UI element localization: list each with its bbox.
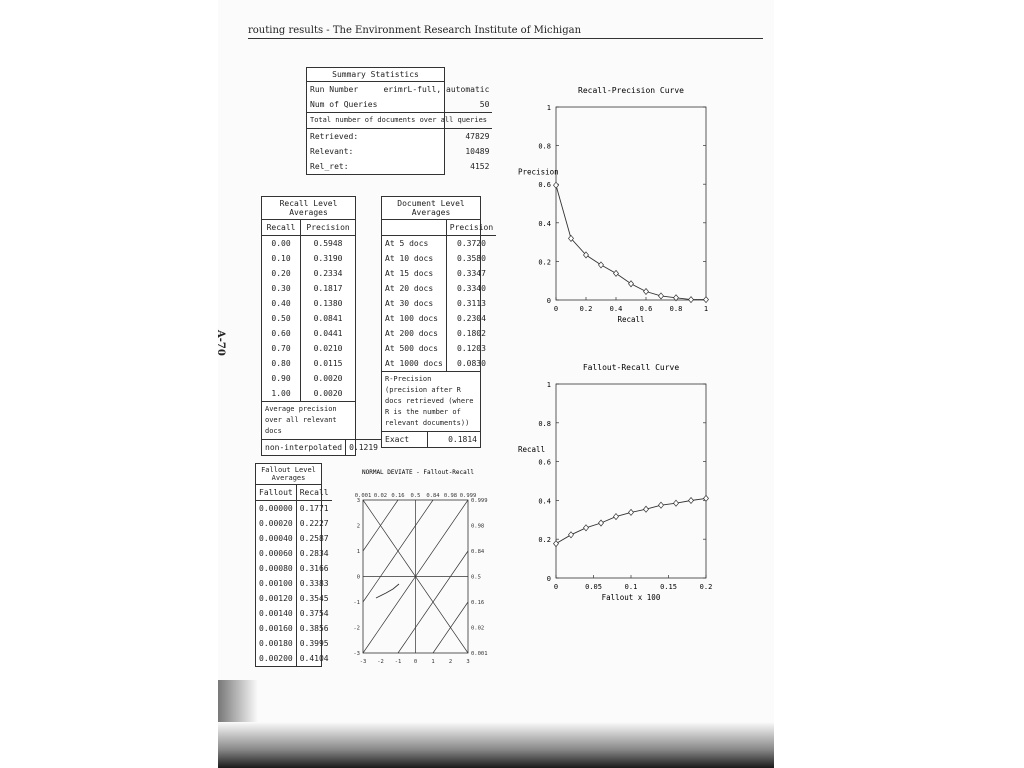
fallout-recall-cell: 0.3856 bbox=[296, 621, 331, 636]
nd-top-tick: 0.16 bbox=[391, 493, 405, 499]
table-row bbox=[262, 371, 355, 386]
fallout-cell: 0.00120 bbox=[259, 594, 293, 603]
nd-left-tick: 0 bbox=[356, 574, 360, 581]
y-tick-label: 0.6 bbox=[538, 181, 551, 190]
table-row bbox=[262, 281, 355, 296]
document-level-averages-box bbox=[381, 196, 494, 448]
doc-precision-cell: 0.1802 bbox=[446, 326, 496, 341]
y-tick-label: 0.4 bbox=[538, 219, 551, 228]
x-tick-label: 0.8 bbox=[669, 305, 683, 313]
fallout-levels-caption: Fallout Level Averages bbox=[256, 464, 321, 485]
table-row bbox=[256, 591, 332, 606]
nd-top-tick: 0.84 bbox=[426, 493, 440, 499]
retrieved-value: 47829 bbox=[465, 132, 490, 141]
series-line bbox=[556, 498, 706, 543]
data-point bbox=[689, 297, 694, 303]
recall-cell: 0.40 bbox=[271, 299, 291, 308]
fallout-cell: 0.00080 bbox=[259, 564, 293, 573]
doc-precision-header: Precision bbox=[446, 220, 496, 236]
table-row bbox=[262, 296, 355, 311]
nd-bottom-tick: 1 bbox=[431, 659, 435, 665]
doc-level-label: At 30 docs bbox=[385, 299, 434, 308]
x-tick-label: 0.6 bbox=[639, 305, 653, 313]
table-row bbox=[256, 531, 332, 546]
fallout-recall-cell: 0.2834 bbox=[296, 546, 331, 561]
data-point bbox=[569, 532, 574, 538]
y-tick-label: 0.8 bbox=[538, 419, 551, 428]
data-point bbox=[599, 262, 604, 268]
fallout-recall-cell: 0.4104 bbox=[296, 651, 331, 666]
doc-level-label: At 100 docs bbox=[385, 314, 438, 323]
nd-top-tick: 0.5 bbox=[410, 493, 421, 499]
precision-cell: 0.0020 bbox=[301, 386, 355, 401]
precision-col-header: Precision bbox=[301, 220, 355, 236]
nd-top-tick: 0.02 bbox=[373, 493, 388, 499]
recall-level-averages-box bbox=[261, 196, 378, 456]
fallout-cell: 0.00000 bbox=[259, 504, 293, 513]
y-tick-label: 0 bbox=[546, 575, 551, 583]
y-axis-label: Precision bbox=[518, 167, 559, 177]
y-axis-label: Recall bbox=[518, 444, 546, 454]
data-point bbox=[689, 497, 694, 503]
table-row bbox=[256, 621, 332, 636]
nd-left-tick: -2 bbox=[353, 625, 360, 632]
doc-precision-cell: 0.3720 bbox=[446, 236, 496, 252]
run-number-label: Run Number bbox=[310, 85, 359, 94]
fallout-cell: 0.00020 bbox=[259, 519, 293, 528]
recall-col-header: Recall bbox=[266, 223, 296, 232]
page-header: routing results - The Environment Research Institute of Michigan bbox=[248, 25, 763, 39]
nd-right-tick: 0.02 bbox=[471, 625, 485, 632]
recall-cell: 0.50 bbox=[271, 314, 291, 323]
x-axis-label: Recall bbox=[617, 315, 645, 324]
fallout-level-averages-box bbox=[255, 463, 329, 667]
fallout-recall-cell: 0.2227 bbox=[296, 516, 331, 531]
data-point bbox=[644, 288, 649, 294]
num-queries-label: Num of Queries bbox=[310, 100, 378, 109]
nd-bottom-tick: -1 bbox=[394, 659, 402, 665]
nd-bottom-tick: -3 bbox=[359, 659, 367, 665]
fallout-cell: 0.00100 bbox=[259, 579, 293, 588]
doc-level-label: At 1000 docs bbox=[385, 359, 443, 368]
doc-level-label: At 500 docs bbox=[385, 344, 438, 353]
doc-level-label: At 5 docs bbox=[385, 239, 429, 248]
table-row bbox=[262, 341, 355, 356]
precision-cell: 0.0210 bbox=[301, 341, 355, 356]
precision-cell: 0.0441 bbox=[301, 326, 355, 341]
recall-cell: 0.80 bbox=[271, 359, 291, 368]
exact-label: Exact bbox=[385, 435, 410, 444]
data-point bbox=[629, 281, 634, 287]
y-tick-label: 1 bbox=[546, 381, 551, 389]
table-row bbox=[256, 501, 332, 517]
nd-left-tick: 2 bbox=[356, 523, 360, 530]
precision-cell: 0.5948 bbox=[301, 236, 355, 252]
recall-precision-chart bbox=[508, 80, 718, 350]
nd-right-tick: 0.001 bbox=[471, 651, 488, 657]
fallout-recall-col-header: Recall bbox=[296, 485, 331, 501]
nd-left-tick: -3 bbox=[353, 651, 360, 657]
x-tick-label: 1 bbox=[703, 305, 709, 313]
relevant-value: 10489 bbox=[465, 147, 490, 156]
fallout-cell: 0.00060 bbox=[259, 549, 293, 558]
recall-cell: 1.00 bbox=[271, 389, 291, 398]
recall-cell: 0.90 bbox=[271, 374, 291, 383]
doc-precision-cell: 0.2304 bbox=[446, 311, 496, 326]
table-row bbox=[382, 296, 496, 311]
table-row bbox=[256, 546, 332, 561]
y-tick-label: 1 bbox=[546, 104, 551, 112]
table-row bbox=[262, 251, 355, 266]
data-point bbox=[704, 297, 709, 303]
fallout-recall-cell: 0.2587 bbox=[296, 531, 331, 546]
doc-precision-cell: 0.3580 bbox=[446, 251, 496, 266]
table-row bbox=[382, 341, 496, 356]
nd-top-tick: 0.98 bbox=[443, 493, 458, 499]
nd-top-tick: 0.999 bbox=[459, 493, 477, 499]
table-row bbox=[256, 561, 332, 576]
data-point bbox=[614, 270, 619, 276]
data-point bbox=[659, 293, 664, 299]
data-point bbox=[644, 506, 649, 512]
data-point bbox=[554, 541, 559, 547]
data-point bbox=[584, 525, 589, 531]
x-tick-label: 0.2 bbox=[699, 583, 713, 591]
table-row bbox=[256, 606, 332, 621]
nd-bottom-tick: 3 bbox=[466, 659, 470, 665]
plot-frame bbox=[556, 107, 706, 300]
scanned-page bbox=[215, 0, 774, 768]
run-number-value: erimrL-full, automatic bbox=[383, 85, 490, 94]
fallout-col-header: Fallout bbox=[259, 488, 293, 497]
retrieved-label: Retrieved: bbox=[310, 132, 359, 141]
precision-cell: 0.1380 bbox=[301, 296, 355, 311]
y-tick-label: 0 bbox=[546, 297, 551, 305]
num-queries-value: 50 bbox=[479, 100, 490, 109]
table-row bbox=[382, 311, 496, 326]
y-tick-label: 0.2 bbox=[538, 258, 551, 267]
table-row bbox=[262, 236, 355, 252]
data-point bbox=[599, 520, 604, 526]
nd-right-tick: 0.5 bbox=[471, 574, 481, 581]
data-point bbox=[674, 500, 679, 506]
table-row bbox=[262, 386, 355, 401]
summary-caption: Summary Statistics bbox=[307, 68, 444, 82]
nd-left-tick: 3 bbox=[356, 498, 360, 504]
relevant-label: Relevant: bbox=[310, 147, 354, 156]
precision-cell: 0.1817 bbox=[301, 281, 355, 296]
fallout-recall-cell: 0.3383 bbox=[296, 576, 331, 591]
table-row bbox=[382, 251, 496, 266]
relret-value: 4152 bbox=[470, 162, 490, 171]
x-tick-label: 0.15 bbox=[660, 583, 677, 591]
doc-precision-cell: 0.3113 bbox=[446, 296, 496, 311]
fallout-recall-cell: 0.3995 bbox=[296, 636, 331, 651]
scan-shadow-bottom bbox=[218, 722, 774, 768]
doc-level-label: At 20 docs bbox=[385, 284, 434, 293]
fallout-cell: 0.00200 bbox=[259, 654, 293, 663]
nd-top-tick: 0.001 bbox=[354, 493, 372, 499]
nd-right-tick: 0.98 bbox=[471, 523, 485, 530]
y-tick-label: 0.8 bbox=[538, 142, 551, 151]
nd-left-tick: -1 bbox=[353, 600, 360, 606]
recall-cell: 0.30 bbox=[271, 284, 291, 293]
doc-precision-cell: 0.1203 bbox=[446, 341, 496, 356]
doc-level-label: At 200 docs bbox=[385, 329, 438, 338]
table-row bbox=[256, 636, 332, 651]
doc-level-label: At 10 docs bbox=[385, 254, 434, 263]
data-point bbox=[614, 514, 619, 520]
table-row bbox=[382, 326, 496, 341]
y-tick-label: 0.6 bbox=[538, 458, 551, 467]
nd-bottom-tick: -2 bbox=[377, 659, 384, 665]
fallout-recall-cell: 0.1771 bbox=[296, 501, 331, 517]
x-tick-label: 0.05 bbox=[585, 583, 602, 591]
x-tick-label: 0.4 bbox=[609, 305, 623, 313]
nd-right-tick: 0.84 bbox=[471, 549, 485, 555]
precision-cell: 0.3190 bbox=[301, 251, 355, 266]
fallout-recall-chart bbox=[508, 362, 718, 622]
x-tick-label: 0 bbox=[553, 305, 559, 313]
relret-label: Rel_ret: bbox=[310, 162, 349, 171]
normal-deviate-plot bbox=[343, 463, 493, 678]
table-row bbox=[262, 356, 355, 371]
normal-deviate-title: NORMAL DEVIATE - Fallout-Recall bbox=[362, 469, 474, 476]
fallout-recall-cell: 0.3545 bbox=[296, 591, 331, 606]
table-row bbox=[256, 516, 332, 531]
fallout-cell: 0.00160 bbox=[259, 624, 293, 633]
data-point bbox=[554, 182, 559, 188]
fallout-cell: 0.00040 bbox=[259, 534, 293, 543]
rprecision-label: R-Precision (precision after R docs retrieved (where R is the number of relevant documents)) bbox=[382, 371, 480, 431]
table-row bbox=[382, 356, 496, 371]
doc-levels-caption: Document Level Averages bbox=[382, 197, 480, 220]
table-row bbox=[382, 281, 496, 296]
precision-cell: 0.0115 bbox=[301, 356, 355, 371]
doc-precision-cell: 0.0830 bbox=[446, 356, 496, 371]
y-tick-label: 0.2 bbox=[538, 536, 551, 545]
precision-cell: 0.2334 bbox=[301, 266, 355, 281]
table-row bbox=[262, 266, 355, 281]
x-axis-label: Fallout x 100 bbox=[601, 593, 661, 602]
y-tick-label: 0.4 bbox=[538, 497, 551, 506]
data-point bbox=[659, 502, 664, 508]
recall-cell: 0.70 bbox=[271, 344, 291, 353]
x-tick-label: 0 bbox=[553, 583, 559, 591]
precision-cell: 0.0841 bbox=[301, 311, 355, 326]
chart-title: Fallout-Recall Curve bbox=[582, 363, 680, 372]
fallout-cell: 0.00180 bbox=[259, 639, 293, 648]
table-row bbox=[256, 651, 332, 666]
plot-frame bbox=[556, 384, 706, 578]
table-row bbox=[382, 236, 496, 252]
nd-bottom-tick: 2 bbox=[448, 659, 453, 665]
table-row bbox=[382, 266, 496, 281]
nd-right-tick: 0.999 bbox=[471, 498, 488, 504]
chart-title: Recall-Precision Curve bbox=[578, 86, 684, 95]
avg-precision-label: Average precision over all relevant docs bbox=[262, 401, 355, 439]
total-docs-label: Total number of documents over all queries bbox=[310, 116, 488, 124]
doc-precision-cell: 0.3340 bbox=[446, 281, 496, 296]
data-point bbox=[629, 509, 634, 515]
fallout-recall-cell: 0.3166 bbox=[296, 561, 331, 576]
recall-levels-caption: Recall Level Averages bbox=[262, 197, 355, 220]
nd-right-tick: 0.16 bbox=[471, 600, 485, 606]
doc-level-label: At 15 docs bbox=[385, 269, 434, 278]
recall-cell: 0.60 bbox=[271, 329, 291, 338]
x-tick-label: 0.1 bbox=[624, 583, 638, 591]
noninterp-label: non-interpolated bbox=[265, 443, 343, 452]
exact-value: 0.1814 bbox=[427, 432, 480, 448]
page-number: A-70 bbox=[215, 330, 226, 356]
table-row bbox=[262, 311, 355, 326]
recall-cell: 0.00 bbox=[271, 239, 291, 248]
x-tick-label: 0.2 bbox=[579, 305, 593, 313]
recall-cell: 0.10 bbox=[271, 254, 291, 263]
nd-left-tick: 1 bbox=[356, 549, 360, 555]
normal-deviate-curve bbox=[376, 584, 399, 598]
doc-precision-cell: 0.3347 bbox=[446, 266, 496, 281]
summary-statistics-box bbox=[306, 67, 490, 175]
precision-cell: 0.0020 bbox=[301, 371, 355, 386]
table-row bbox=[256, 576, 332, 591]
fallout-cell: 0.00140 bbox=[259, 609, 293, 618]
nd-bottom-tick: 0 bbox=[413, 659, 418, 665]
table-row bbox=[262, 326, 355, 341]
recall-cell: 0.20 bbox=[271, 269, 291, 278]
noninterp-value: 0.1219 bbox=[346, 440, 381, 456]
fallout-recall-cell: 0.3754 bbox=[296, 606, 331, 621]
